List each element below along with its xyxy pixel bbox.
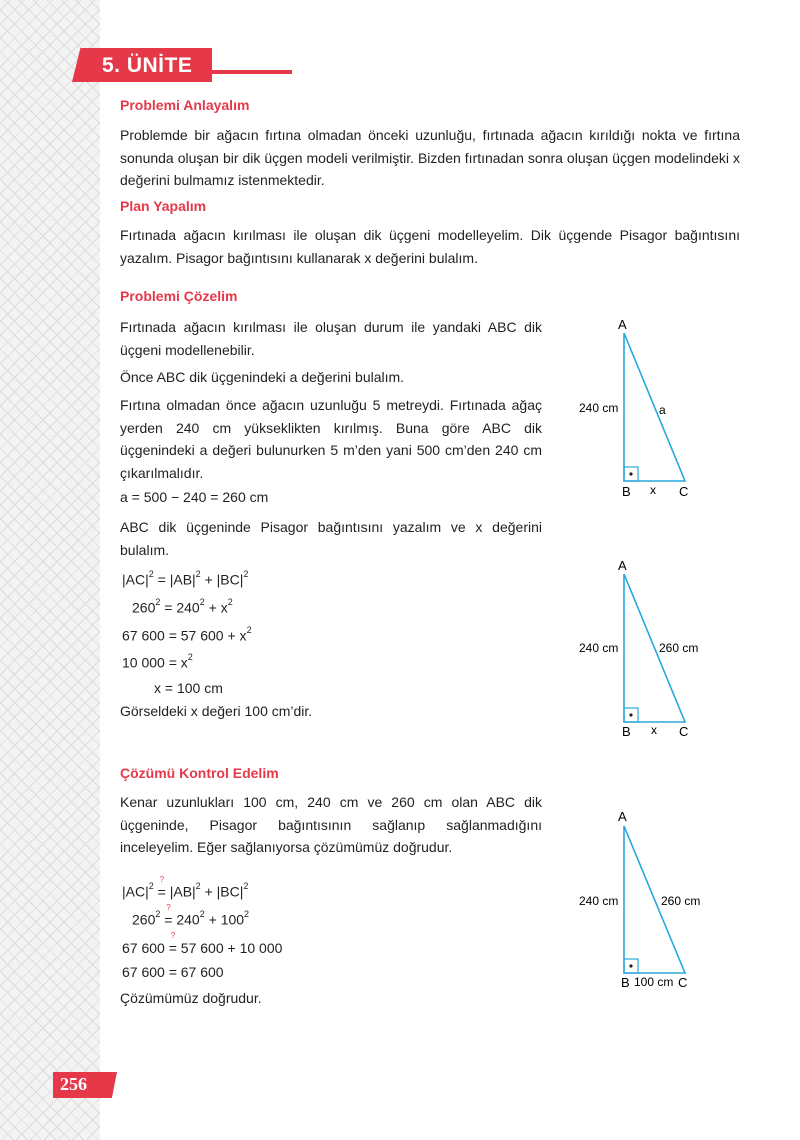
page-number: 256 [60,1074,87,1094]
heading-understand-problem: Problemi Anlayalım [120,97,250,113]
side-ac-label: 260 cm [661,894,701,908]
decorative-side-pattern [0,0,100,1140]
solve-p2: Önce ABC dik üçgenindeki a değerini bulalım. [120,369,405,385]
check-p1: Kenar uzunlukları 100 cm, 240 cm ve 260 cm olan ABC dik üçgeninde, Pisagor bağıntısının sağlanıp sağlanmadığını inceleyelim. Eğer sağlanıyorsa çözümümüz doğrudur. [120,794,542,855]
unit-label: 5. ÜNİTE [102,54,193,77]
heading-solve-problem: Problemi Çözelim [120,288,238,304]
vertex-b-label: B [622,724,631,739]
side-ab-label: 240 cm [579,894,619,908]
equation-x-result: x = 100 cm [154,680,223,696]
check-equation-2: $260^2$ ? = $240^2 + 100^2$ [132,902,250,928]
check-equation-4: 67 600 = 67 600 [122,964,224,980]
triangle-diagram-2 [570,552,720,747]
vertex-c-label: C [679,724,689,739]
vertex-a-label: A [618,809,627,824]
equation-pythagoras-3: 67 600 = 57 $600 + x^2$ [122,625,252,644]
check-equation-1: $|AC|^2$ ? = $|AB|^2 + |BC|^2$ [122,874,249,900]
equation-pythagoras-2: $260^2 = 240^2 + x^2$ [132,597,233,616]
page-number-tab [53,1072,117,1098]
vertex-b-label: B [622,484,631,499]
heading-check-solution: Çözümü Kontrol Edelim [120,765,279,781]
solve-p1: Fırtınada ağacın kırılması ile oluşan durum ile yandaki ABC dik üçgeni modellenebilir. [120,319,542,358]
heading-make-plan: Plan Yapalım [120,198,207,214]
side-bc-label: x [651,723,657,737]
check-conclusion: Çözümümüz doğrudur. [120,990,262,1006]
unit-banner [72,48,222,82]
vertex-b-label: B [621,975,630,990]
triangle-diagram-1 [570,310,720,505]
side-ac-label: a [659,403,666,417]
equation-a: a = 500 − 240 = 260 cm [120,489,269,505]
side-bc-label: x [650,483,656,497]
equation-pythagoras-4: 10 $000 = x^2$ [122,652,193,671]
vertex-c-label: C [679,484,689,499]
understand-problem-text: Problemde bir ağacın fırtına olmadan önceki uzunluğu, fırtınada ağacın kırıldığı nokta ve fırtına sonunda oluşan bir dik üçgen modeli verilmiştir. Bizden fırtınadan sonra oluşan üçgen modelindeki x değerini bulmamız istenmektedir. [120,127,740,188]
side-ac-label: 260 cm [659,641,699,655]
solve-p3: Fırtına olmadan önce ağacın uzunluğu 5 metreydi. Fırtınada ağaç yerden 240 cm yükseklikten kırılmış. Buna göre ABC dik üçgenindeki a değeri bulunurken 5 m’den yani 500 cm’den 240 cm çıkarılmalıdır. [120,397,542,481]
vertex-c-label: C [678,975,688,990]
side-ab-label: 240 cm [579,641,619,655]
side-ab-label: 240 cm [579,401,619,415]
check-equation-3: 67 600 ? = 57 600 + 10 000 [122,931,283,956]
triangle-diagram-3 [570,802,720,997]
solve-conclusion: Görseldeki x değeri 100 cm’dir. [120,703,313,719]
solve-p4: ABC dik üçgeninde Pisagor bağıntısını yazalım ve x değerini bulalım. [120,519,542,558]
equation-pythagoras-1: $|AC|^2 = |AB|^2 + |BC|^2$ [122,569,249,588]
vertex-a-label: A [618,317,627,332]
make-plan-text: Fırtınada ağacın kırılması ile oluşan dik üçgeni modelleyelim. Dik üçgende Pisagor bağıntısını yazalım. Pisagor bağıntısını kullanarak x değerini bulalım. [120,227,740,266]
vertex-a-label: A [618,558,627,573]
side-bc-label: 100 cm [634,975,674,989]
